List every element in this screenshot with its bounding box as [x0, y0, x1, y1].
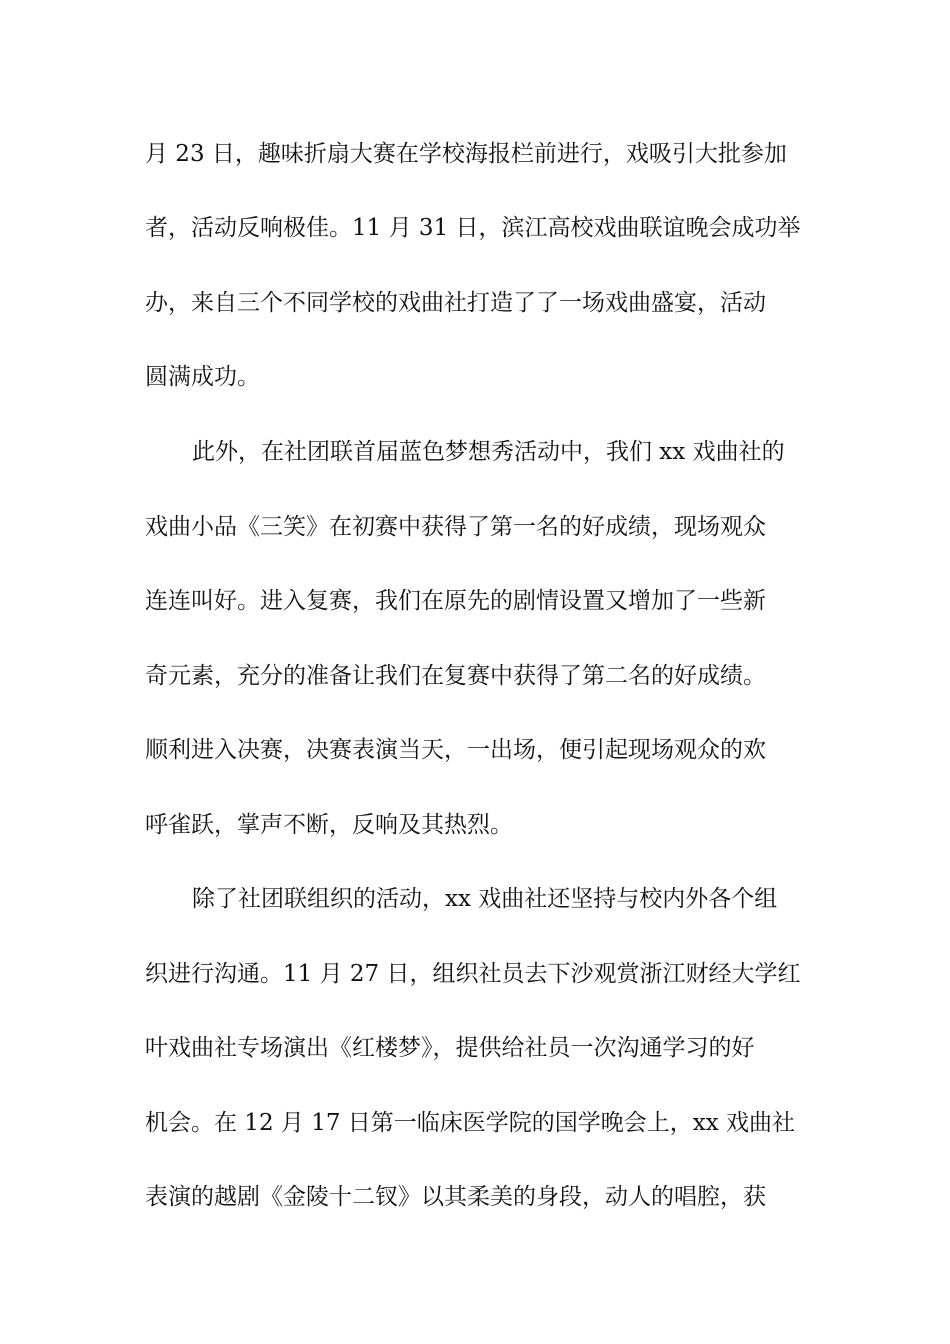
text-line: 圆满成功。 [145, 364, 260, 390]
text-line: 者，活动反响极佳。11 月 31 日，滨江高校戏曲联谊晚会成功举 [145, 215, 801, 241]
text-line: 办，来自三个不同学校的戏曲社打造了了一场戏曲盛宴，活动 [145, 290, 766, 316]
text-line: 顺利进入决赛，决赛表演当天，一出场，便引起现场观众的欢 [145, 737, 766, 763]
text-line: 奇元素，充分的准备让我们在复赛中获得了第二名的好成绩。 [145, 663, 766, 689]
paragraph-first-line: 除了社团联组织的活动，xx 戏曲社还坚持与校内外各个组 [192, 886, 778, 912]
text-line: 机会。在 12 月 17 日第一临床医学院的国学晚会上，xx 戏曲社 [145, 1110, 796, 1136]
text-line: 表演的越剧《金陵十二钗》以其柔美的身段，动人的唱腔，获 [145, 1184, 766, 1210]
text-line: 呼雀跃，掌声不断，反响及其热烈。 [145, 812, 513, 838]
text-line: 月 23 日，趣味折扇大赛在学校海报栏前进行，戏吸引大批参加 [145, 141, 787, 167]
text-line: 连连叫好。进入复赛，我们在原先的剧情设置又增加了一些新 [145, 588, 766, 614]
text-line: 织进行沟通。11 月 27 日，组织社员去下沙观赏浙江财经大学红 [145, 961, 801, 987]
text-line: 叶戏曲社专场演出《红楼梦》，提供给社员一次沟通学习的好 [145, 1035, 755, 1061]
text-line: 戏曲小品《三笑》在初赛中获得了第一名的好成绩，现场观众 [145, 514, 766, 540]
paragraph-first-line: 此外，在社团联首届蓝色梦想秀活动中，我们 xx 戏曲社的 [192, 439, 785, 465]
